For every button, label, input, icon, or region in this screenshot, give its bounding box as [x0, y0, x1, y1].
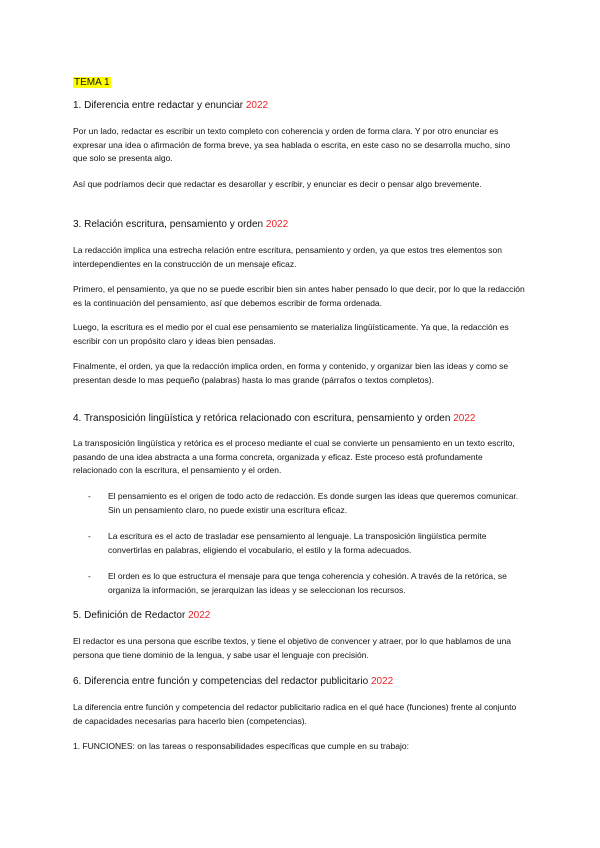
- section-1-heading: [73, 99, 525, 112]
- section-3-title: 3. Relación escritura, pensamiento y orden: [73, 219, 264, 230]
- tema-title: [73, 72, 525, 90]
- paragraph-2: Así que podríamos decir que redactar es desarollar y escribir, y enunciar es decir o pensar algo brevemente.: [73, 179, 482, 189]
- paragraph-4: Primero, el pensamiento, ya que no se puede escribir bien sin antes haber pensado lo que decir, por lo que la redacción es la continuación del pensamiento, así que debemos escribir de forma ordenada.: [73, 284, 525, 308]
- section-6-title: 6. Diferencia entre función y competencias del redactor publicitario: [73, 676, 369, 687]
- section-4-heading: [73, 412, 525, 425]
- section-3-year: 2022: [265, 219, 289, 230]
- section-4-year: 2022: [453, 413, 476, 424]
- paragraph-5: Luego, la escritura es el medio por el cual ese pensamiento se materializa lingüísticamente. Ya que, la redacción es escribir con un propósito claro y ideas bien pensadas.: [73, 322, 509, 346]
- paragraph-3: La redacción implica una estrecha relación entre escritura, pensamiento y orden, ya que estos tres elementos son interdependientes en la construcción de un mensaje eficaz.: [73, 245, 503, 269]
- list-item-text: La escritura es el acto de trasladar ese pensamiento al lenguaje. La transposición lingüística permite convertirlas en palabras, eligiendo el vocabulario, el estilo y la forma adecuados.: [108, 531, 487, 555]
- list-dash: -: [88, 531, 91, 541]
- paragraph-8: El redactor es una persona que escribe textos, y tiene el objetivo de convencer y atraer, por lo que hablamos de una persona que tiene dominio de la lengua, y sabe usar el lenguaje con precisión.: [73, 636, 512, 660]
- section-5-year: 2022: [188, 610, 211, 621]
- paragraph-1: Por un lado, redactar es escribir un texto completo con coherencia y orden de forma clara. Y por otro enunciar es expresar una idea o afirmación de forma breve, ya sea hablada o escrita, en este caso no se desarrolla mucho, sino que solo se presenta algo.: [73, 126, 511, 163]
- list-dash: -: [88, 491, 91, 501]
- section-1-year: 2022: [245, 100, 269, 111]
- paragraph-6: Finalmente, el orden, ya que la redacción implica orden, en forma y contenido, y organizar bien las ideas y como se presentan desde lo mas pequeño (palabras) hasta lo mas grande (párrafos o textos completos).: [73, 361, 509, 385]
- section-3-heading: [73, 218, 525, 231]
- list-item-text: El pensamiento es el origen de todo acto de redacción. Es donde surgen las ideas que queremos comunicar. Sin un pensamiento claro, no puede existir una escritura eficaz.: [108, 491, 519, 515]
- paragraph-9: La diferencia entre función y competencia del redactor publicitario radica en el qué hace (funciones) frente al conjunto de capacidades necesarias para hacerlo bien (competencias).: [73, 702, 517, 726]
- section-6-heading: [73, 675, 525, 688]
- section-5-title: 5. Definición de Redactor: [73, 610, 186, 621]
- section-4-title: 4. Transposición lingüística y retórica relacionado con escritura, pensamiento y orden: [73, 413, 451, 424]
- list-dash: -: [88, 571, 91, 581]
- tema-highlight: TEMA 1: [74, 77, 110, 88]
- list-item: [88, 570, 528, 597]
- list-item-text: El orden es lo que estructura el mensaje para que tenga coherencia y cohesión. A través de la retórica, se organiza la información, se jerarquizan las ideas y se seleccionan los recursos.: [108, 571, 507, 595]
- section-5-heading: [73, 609, 525, 622]
- list-item: [88, 530, 528, 557]
- paragraph-10: 1. FUNCIONES: on las tareas o responsabilidades específicas que cumple en su trabajo:: [73, 741, 409, 751]
- paragraph-7: La transposición lingüística y retórica es el proceso mediante el cual se convierte un pensamiento en un texto escrito, pasando de una idea abstracta a una forma concreta, organizada y eficaz. Este proceso está profundamente relacionado con la escritura, el pensamiento y el orden.: [73, 438, 515, 475]
- list-item: [88, 490, 528, 517]
- section-1-title: 1. Diferencia entre redactar y enunciar: [73, 100, 244, 111]
- section-6-year: 2022: [370, 676, 394, 687]
